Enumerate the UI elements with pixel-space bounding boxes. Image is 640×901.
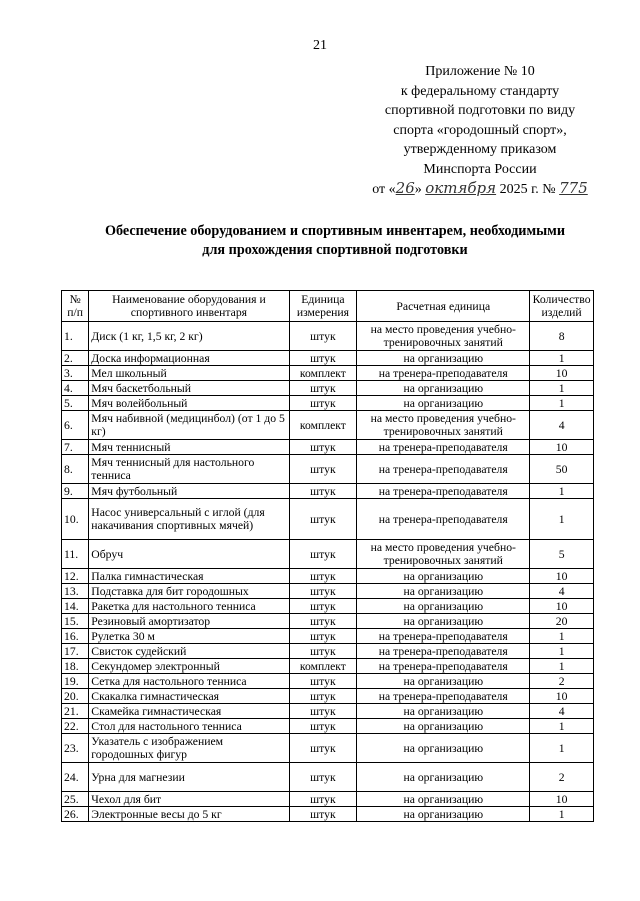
cell-name: Чехол для бит [89, 792, 289, 807]
cell-num: 3. [62, 366, 89, 381]
table-row [62, 629, 594, 644]
cell-calc: на тренера-преподавателя [357, 366, 530, 381]
cell-unit: штук [289, 455, 357, 484]
cell-qty: 1 [530, 719, 594, 734]
header-unit: Единица измерения [289, 291, 357, 322]
cell-calc: на место проведения учебно-тренировочных занятий [357, 540, 530, 569]
cell-num: 22. [62, 719, 89, 734]
cell-name: Мяч теннисный [89, 440, 289, 455]
cell-unit: штук [289, 499, 357, 540]
cell-name: Мел школьный [89, 366, 289, 381]
cell-calc: на тренера-преподавателя [357, 644, 530, 659]
table-row [62, 763, 594, 792]
table-row [62, 322, 594, 351]
cell-calc: на организацию [357, 614, 530, 629]
order-month-handwritten: октября [425, 179, 497, 197]
cell-qty: 1 [530, 644, 594, 659]
cell-calc: на место проведения учебно-тренировочных занятий [357, 411, 530, 440]
table-body [62, 322, 594, 822]
cell-qty: 10 [530, 569, 594, 584]
cell-qty: 10 [530, 599, 594, 614]
table-row [62, 540, 594, 569]
cell-num: 18. [62, 659, 89, 674]
cell-calc: на организацию [357, 674, 530, 689]
order-mid: » [414, 182, 422, 197]
cell-calc: на тренера-преподавателя [357, 440, 530, 455]
cell-num: 10. [62, 499, 89, 540]
cell-num: 17. [62, 644, 89, 659]
table-row [62, 659, 594, 674]
cell-calc: на тренера-преподавателя [357, 659, 530, 674]
header-name: Наименование оборудования и спортивного инвентаря [89, 291, 289, 322]
order-year: 2025 г. № [499, 182, 556, 197]
cell-unit: штук [289, 381, 357, 396]
cell-name: Ракетка для настольного тенниса [89, 599, 289, 614]
table-header-row [62, 291, 594, 322]
appendix-line: к федеральному стандарту [400, 83, 560, 99]
cell-name: Доска информационная [89, 351, 289, 366]
appendix-line: спорта «городошный спорт», [393, 122, 567, 138]
cell-num: 25. [62, 792, 89, 807]
cell-unit: штук [289, 704, 357, 719]
cell-unit: штук [289, 763, 357, 792]
cell-unit: штук [289, 792, 357, 807]
cell-unit: штук [289, 674, 357, 689]
cell-name: Скамейка гимнастическая [89, 704, 289, 719]
cell-calc: на организацию [357, 584, 530, 599]
table-row [62, 381, 594, 396]
cell-name: Секундомер электронный [89, 659, 289, 674]
cell-name: Резиновый амортизатор [89, 614, 289, 629]
cell-qty: 20 [530, 614, 594, 629]
cell-num: 8. [62, 455, 89, 484]
cell-name: Урна для магнезии [89, 763, 289, 792]
table-row [62, 704, 594, 719]
cell-num: 4. [62, 381, 89, 396]
cell-qty: 1 [530, 659, 594, 674]
cell-qty: 1 [530, 396, 594, 411]
table-row [62, 499, 594, 540]
cell-num: 15. [62, 614, 89, 629]
table-row [62, 584, 594, 599]
cell-unit: штук [289, 807, 357, 822]
cell-unit: штук [289, 719, 357, 734]
cell-calc: на организацию [357, 569, 530, 584]
cell-qty: 10 [530, 440, 594, 455]
table-row [62, 674, 594, 689]
cell-qty: 2 [530, 763, 594, 792]
order-day-handwritten: 26 [395, 179, 415, 197]
cell-qty: 2 [530, 674, 594, 689]
cell-calc: на организацию [357, 396, 530, 411]
cell-num: 19. [62, 674, 89, 689]
cell-name: Мяч набивной (медицинбол) (от 1 до 5 кг) [89, 411, 289, 440]
table-row [62, 644, 594, 659]
cell-calc: на тренера-преподавателя [357, 455, 530, 484]
cell-qty: 1 [530, 351, 594, 366]
cell-name: Подставка для бит городошных [89, 584, 289, 599]
cell-num: 23. [62, 734, 89, 763]
cell-unit: штук [289, 484, 357, 499]
cell-calc: на организацию [357, 381, 530, 396]
cell-num: 24. [62, 763, 89, 792]
cell-num: 21. [62, 704, 89, 719]
cell-unit: штук [289, 599, 357, 614]
cell-num: 11. [62, 540, 89, 569]
cell-unit: комплект [289, 411, 357, 440]
cell-calc: на тренера-преподавателя [357, 629, 530, 644]
header-calc: Расчетная единица [357, 291, 530, 322]
cell-calc: на место проведения учебно-тренировочных занятий [357, 322, 530, 351]
table-row [62, 599, 594, 614]
appendix-line: спортивной подготовки по виду [384, 103, 576, 118]
cell-qty: 10 [530, 689, 594, 704]
cell-qty: 1 [530, 484, 594, 499]
cell-unit: штук [289, 569, 357, 584]
cell-calc: на тренера-преподавателя [357, 484, 530, 499]
cell-calc: на тренера-преподавателя [357, 689, 530, 704]
header-num: № п/п [62, 291, 89, 322]
cell-qty: 4 [530, 584, 594, 599]
cell-unit: комплект [289, 659, 357, 674]
title-line-2: для прохождения спортивной подготовки [202, 242, 468, 258]
cell-num: 9. [62, 484, 89, 499]
appendix-line: утвержденному приказом [403, 142, 557, 157]
cell-name: Мяч теннисный для настольного тенниса [89, 455, 289, 484]
cell-name: Диск (1 кг, 1,5 кг, 2 кг) [89, 322, 289, 351]
cell-name: Сетка для настольного тенниса [89, 674, 289, 689]
cell-num: 12. [62, 569, 89, 584]
order-number-handwritten: 775 [559, 179, 588, 197]
header-qty: Количество изделий [530, 291, 594, 322]
cell-calc: на организацию [357, 704, 530, 719]
equipment-table [61, 290, 594, 822]
cell-name: Насос универсальный с иглой (для накачивания спортивных мячей) [89, 499, 289, 540]
cell-qty: 1 [530, 499, 594, 540]
table-row [62, 614, 594, 629]
cell-num: 2. [62, 351, 89, 366]
cell-num: 13. [62, 584, 89, 599]
cell-num: 7. [62, 440, 89, 455]
cell-num: 14. [62, 599, 89, 614]
cell-unit: штук [289, 629, 357, 644]
cell-qty: 8 [530, 322, 594, 351]
table-row [62, 689, 594, 704]
cell-num: 1. [62, 322, 89, 351]
cell-qty: 4 [530, 704, 594, 719]
cell-calc: на организацию [357, 719, 530, 734]
cell-name: Скакалка гимнастическая [89, 689, 289, 704]
cell-name: Указатель с изображением городошных фигур [89, 734, 289, 763]
cell-qty: 4 [530, 411, 594, 440]
cell-name: Мяч футбольный [89, 484, 289, 499]
table-row [62, 366, 594, 381]
cell-num: 16. [62, 629, 89, 644]
table-row [62, 569, 594, 584]
cell-num: 26. [62, 807, 89, 822]
cell-calc: на организацию [357, 734, 530, 763]
cell-qty: 5 [530, 540, 594, 569]
cell-name: Мяч баскетбольный [89, 381, 289, 396]
cell-num: 5. [62, 396, 89, 411]
cell-name: Стол для настольного тенниса [89, 719, 289, 734]
appendix-title: Приложение № 10 [425, 64, 535, 79]
cell-qty: 1 [530, 734, 594, 763]
cell-unit: штук [289, 689, 357, 704]
document-title [70, 222, 600, 260]
order-line [340, 179, 620, 200]
cell-name: Палка гимнастическая [89, 569, 289, 584]
cell-unit: штук [289, 396, 357, 411]
cell-num: 20. [62, 689, 89, 704]
cell-calc: на тренера-преподавателя [357, 499, 530, 540]
cell-qty: 1 [530, 381, 594, 396]
cell-num: 6. [62, 411, 89, 440]
title-line-1: Обеспечение оборудованием и спортивным инвентарем, необходимыми [104, 223, 566, 239]
cell-name: Мяч волейбольный [89, 396, 289, 411]
table-row [62, 734, 594, 763]
cell-name: Рулетка 30 м [89, 629, 289, 644]
cell-name: Свисток судейский [89, 644, 289, 659]
cell-unit: штук [289, 540, 357, 569]
table-row [62, 484, 594, 499]
table-row [62, 411, 594, 440]
page-number: 21 [313, 38, 327, 53]
table-row [62, 792, 594, 807]
cell-unit: штук [289, 614, 357, 629]
cell-qty: 1 [530, 629, 594, 644]
cell-unit: штук [289, 734, 357, 763]
cell-unit: штук [289, 440, 357, 455]
table-row [62, 807, 594, 822]
cell-unit: штук [289, 644, 357, 659]
cell-name: Электронные весы до 5 кг [89, 807, 289, 822]
cell-qty: 10 [530, 792, 594, 807]
cell-unit: штук [289, 584, 357, 599]
cell-name: Обруч [89, 540, 289, 569]
appendix-header [340, 62, 620, 200]
cell-qty: 10 [530, 366, 594, 381]
cell-qty: 50 [530, 455, 594, 484]
table-row [62, 719, 594, 734]
appendix-line: Минспорта России [423, 161, 537, 177]
cell-unit: штук [289, 351, 357, 366]
cell-calc: на организацию [357, 792, 530, 807]
table-row [62, 396, 594, 411]
cell-calc: на организацию [357, 763, 530, 792]
cell-unit: штук [289, 322, 357, 351]
order-prefix: от « [372, 182, 396, 197]
table-row [62, 351, 594, 366]
cell-qty: 1 [530, 807, 594, 822]
table-row [62, 455, 594, 484]
cell-unit: комплект [289, 366, 357, 381]
cell-calc: на организацию [357, 807, 530, 822]
cell-calc: на организацию [357, 599, 530, 614]
cell-calc: на организацию [357, 351, 530, 366]
table-row [62, 440, 594, 455]
